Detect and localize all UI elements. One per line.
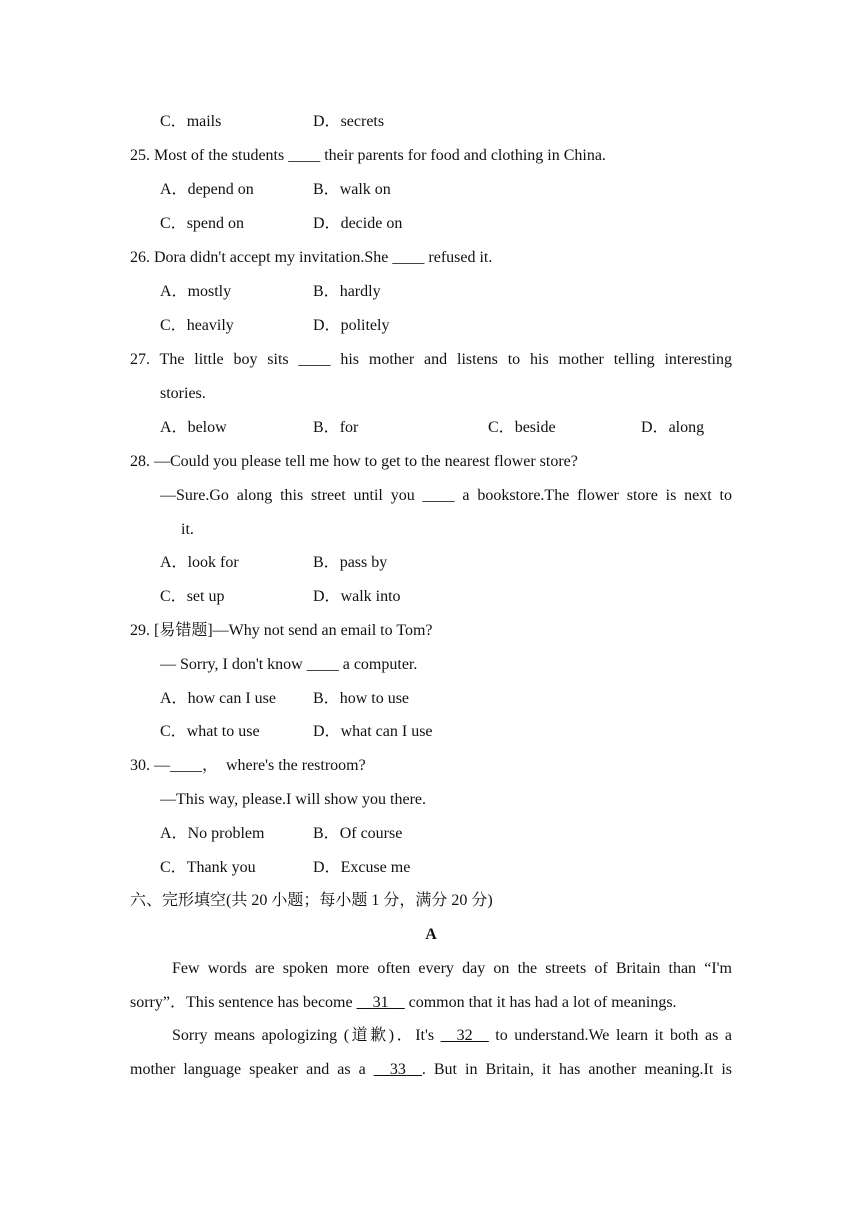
passage-text: . But in Britain, it has another meaning.It is [421, 1061, 733, 1078]
q28-reply-line2: it. [181, 521, 194, 538]
option-letter: D． [313, 215, 341, 232]
part-label: A [425, 926, 437, 943]
option-text: hardly [339, 283, 381, 300]
option-text: Excuse me [340, 859, 411, 876]
q30-option-b [313, 824, 402, 844]
q25-option-b [313, 180, 391, 200]
q24-option-d [313, 112, 384, 132]
option-letter: C． [160, 317, 187, 334]
option-letter: C． [160, 215, 187, 232]
option-letter: A． [160, 690, 188, 707]
option-letter: A． [160, 554, 188, 571]
q26-option-b [313, 282, 381, 302]
option-letter: B． [313, 283, 340, 300]
passage-text: Sorry means apologizing (道歉)．It's [172, 1027, 441, 1044]
q30-option-c [160, 858, 256, 878]
q29-option-d [313, 722, 433, 742]
option-letter: D． [641, 419, 669, 436]
q25-stem: 25. Most of the students ____ their parents for food and clothing in China. [130, 147, 606, 164]
q27-option-d [641, 418, 704, 438]
q30-reply: —This way, please.I will show you there. [160, 791, 427, 808]
option-letter: D． [313, 859, 341, 876]
option-text: look for [187, 554, 239, 571]
passage-text: mother language speaker and as a [130, 1061, 374, 1078]
passage-p1-line1: Few words are spoken more often every day on the streets of Britain than “I'm [172, 960, 732, 977]
option-letter: C． [160, 859, 187, 876]
option-letter: B． [313, 181, 340, 198]
section-heading: 六、完形填空(共 20 小题；每小题 1 分，满分 20 分) [130, 892, 493, 909]
q29-option-a [160, 689, 276, 709]
blank-33: __33__ [373, 1061, 422, 1078]
q30-stem: 30. —____， where's the restroom? [130, 757, 366, 774]
q30-option-d [313, 858, 410, 878]
option-text: beside [514, 419, 556, 436]
passage-p2-line1 [172, 1026, 732, 1046]
option-letter: B． [313, 690, 340, 707]
option-letter: D． [313, 588, 341, 605]
option-text: depend on [187, 181, 254, 198]
q27-option-a [160, 418, 227, 438]
q28-reply-line1: —Sure.Go along this street until you ____ a bookstore.The flower store is next to [160, 487, 732, 504]
q26-stem: 26. Dora didn't accept my invitation.She ____ refused it. [130, 249, 493, 266]
option-letter: B． [313, 419, 340, 436]
option-letter: A． [160, 181, 188, 198]
option-text: walk on [339, 181, 391, 198]
option-letter: C． [160, 113, 187, 130]
blank-31: __31__ [356, 994, 405, 1011]
q27-option-b [313, 418, 358, 438]
option-letter: C． [160, 723, 187, 740]
option-text: spend on [186, 215, 245, 232]
q29-reply: — Sorry, I don't know ____ a computer. [160, 656, 418, 673]
q25-option-d [313, 214, 402, 234]
option-letter: C． [488, 419, 515, 436]
passage-text: sorry”．This sentence has become [130, 994, 357, 1011]
q27-stem-line1: 27. The little boy sits ____ his mother and listens to his mother telling interesting [130, 351, 732, 368]
option-letter: A． [160, 825, 188, 842]
option-text: Thank you [186, 859, 256, 876]
q30-option-a [160, 824, 264, 844]
q27-stem-line2: stories. [160, 385, 206, 402]
option-letter: D． [313, 113, 341, 130]
option-text: set up [186, 588, 225, 605]
passage-text: to understand.We learn it both as a [488, 1027, 732, 1044]
q29-option-b [313, 689, 409, 709]
q26-option-d [313, 316, 389, 336]
option-text: what to use [186, 723, 260, 740]
option-text: heavily [186, 317, 234, 334]
option-letter: A． [160, 419, 188, 436]
option-letter: D． [313, 723, 341, 740]
q24-option-c [160, 112, 221, 132]
q26-option-a [160, 282, 231, 302]
option-text: walk into [340, 588, 401, 605]
passage-p1-line2 [130, 993, 677, 1013]
option-text: politely [340, 317, 390, 334]
q27-option-c [488, 418, 556, 438]
option-letter: D． [313, 317, 341, 334]
q28-option-b [313, 553, 387, 573]
q29-stem: 29. [易错题]—Why not send an email to Tom? [130, 622, 433, 639]
q25-option-c [160, 214, 244, 234]
option-text: No problem [187, 825, 265, 842]
q29-option-c [160, 722, 260, 742]
blank-32: __32__ [440, 1027, 489, 1044]
option-text: Of course [339, 825, 403, 842]
q28-stem: 28. —Could you please tell me how to get to the nearest flower store? [130, 453, 578, 470]
passage-text: common that it has had a lot of meanings. [404, 994, 677, 1011]
option-text: pass by [339, 554, 388, 571]
option-letter: A． [160, 283, 188, 300]
option-text: mostly [187, 283, 232, 300]
q25-option-a [160, 180, 254, 200]
option-text: below [187, 419, 227, 436]
option-text: decide on [340, 215, 403, 232]
passage-p2-line2 [130, 1060, 732, 1080]
option-text: what can I use [340, 723, 433, 740]
option-text: mails [186, 113, 222, 130]
option-text: for [339, 419, 359, 436]
option-text: along [668, 419, 705, 436]
option-letter: B． [313, 825, 340, 842]
q26-option-c [160, 316, 234, 336]
option-letter: B． [313, 554, 340, 571]
option-letter: C． [160, 588, 187, 605]
option-text: how to use [339, 690, 410, 707]
q28-option-c [160, 587, 224, 607]
option-text: how can I use [187, 690, 276, 707]
option-text: secrets [340, 113, 385, 130]
q28-option-a [160, 553, 239, 573]
q28-option-d [313, 587, 401, 607]
